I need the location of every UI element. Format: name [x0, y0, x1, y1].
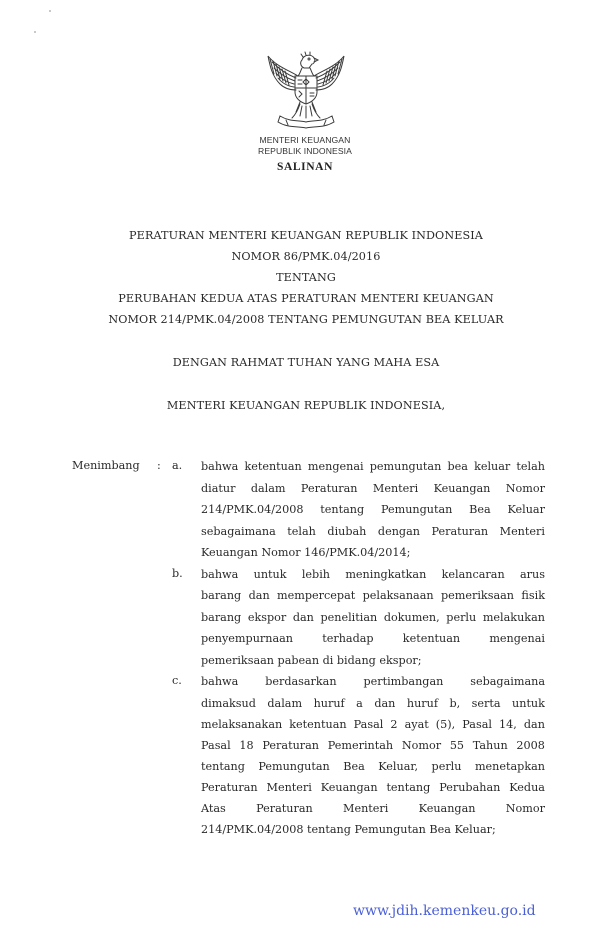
jdih-website-link[interactable]: www.jdih.kemenkeu.go.id	[353, 903, 536, 919]
consideration-a-line: sebagaimana telah diubah dengan Peraturan Menteri	[201, 525, 545, 538]
consideration-b-letter: b.	[172, 567, 183, 580]
scan-speck	[49, 10, 51, 12]
consideration-c-line: dimaksud dalam huruf a dan huruf b, serta untuk	[201, 697, 545, 710]
garuda-emblem-icon	[262, 46, 350, 132]
authority-line: MENTERI KEUANGAN REPUBLIK INDONESIA,	[166, 399, 446, 412]
copy-label: SALINAN	[277, 161, 333, 173]
consideration-c-line: 214/PMK.04/2008 tentang Pemungutan Bea Keluar;	[201, 823, 496, 836]
office-name-line-2: REPUBLIK INDONESIA	[258, 146, 352, 156]
consideration-c-letter: c.	[172, 674, 182, 687]
consideration-b-line: pemeriksaan pabean di bidang ekspor;	[201, 654, 422, 667]
consideration-b-line: bahwa untuk lebih meningkatkan kelancaran arus	[201, 568, 545, 581]
regulation-subject-line-2: NOMOR 214/PMK.04/2008 TENTANG PEMUNGUTAN BEA KELUAR	[108, 313, 504, 326]
regulation-number: NOMOR 86/PMK.04/2016	[231, 250, 381, 263]
invocation: DENGAN RAHMAT TUHAN YANG MAHA ESA	[172, 356, 440, 369]
consideration-c-line: Atas Peraturan Menteri Keuangan Nomor	[201, 802, 545, 815]
consideration-b-line: barang dan mempercepat pelaksanaan pemeriksaan fisik	[201, 589, 545, 602]
consideration-c-line: Peraturan Menteri Keuangan tentang Perubahan Kedua	[201, 781, 545, 794]
consideration-a-line: 214/PMK.04/2008 tentang Pemungutan Bea Keluar	[201, 503, 545, 516]
regulation-about-label: TENTANG	[276, 271, 336, 284]
consideration-a-line: Keuangan Nomor 146/PMK.04/2014;	[201, 546, 411, 559]
consideration-b-line: barang ekspor dan penelitian dokumen, perlu melakukan	[201, 611, 545, 624]
consideration-c-line: tentang Pemungutan Bea Keluar, perlu menetapkan	[201, 760, 545, 773]
regulation-title: PERATURAN MENTERI KEUANGAN REPUBLIK INDONESIA	[129, 229, 483, 242]
consideration-a-line: bahwa ketentuan mengenai pemungutan bea keluar telah	[201, 460, 545, 473]
consideration-b-line: penyempurnaan terhadap ketentuan mengenai	[201, 632, 545, 645]
consideration-a-letter: a.	[172, 459, 183, 472]
consideration-c-line: melaksanakan ketentuan Pasal 2 ayat (5), Pasal 14, dan	[201, 718, 545, 731]
consideration-c-line: Pasal 18 Peraturan Pemerintah Nomor 55 Tahun 2008	[201, 739, 545, 752]
office-name-line-1: MENTERI KEUANGAN	[259, 135, 351, 145]
considerations-separator: :	[157, 459, 161, 472]
scan-speck	[34, 31, 36, 33]
considerations-label: Menimbang	[72, 459, 140, 472]
consideration-c-line: bahwa berdasarkan pertimbangan sebagaimana	[201, 675, 545, 688]
consideration-a-line: diatur dalam Peraturan Menteri Keuangan Nomor	[201, 482, 545, 495]
regulation-subject-line-1: PERUBAHAN KEDUA ATAS PERATURAN MENTERI KEUANGAN	[118, 292, 494, 305]
